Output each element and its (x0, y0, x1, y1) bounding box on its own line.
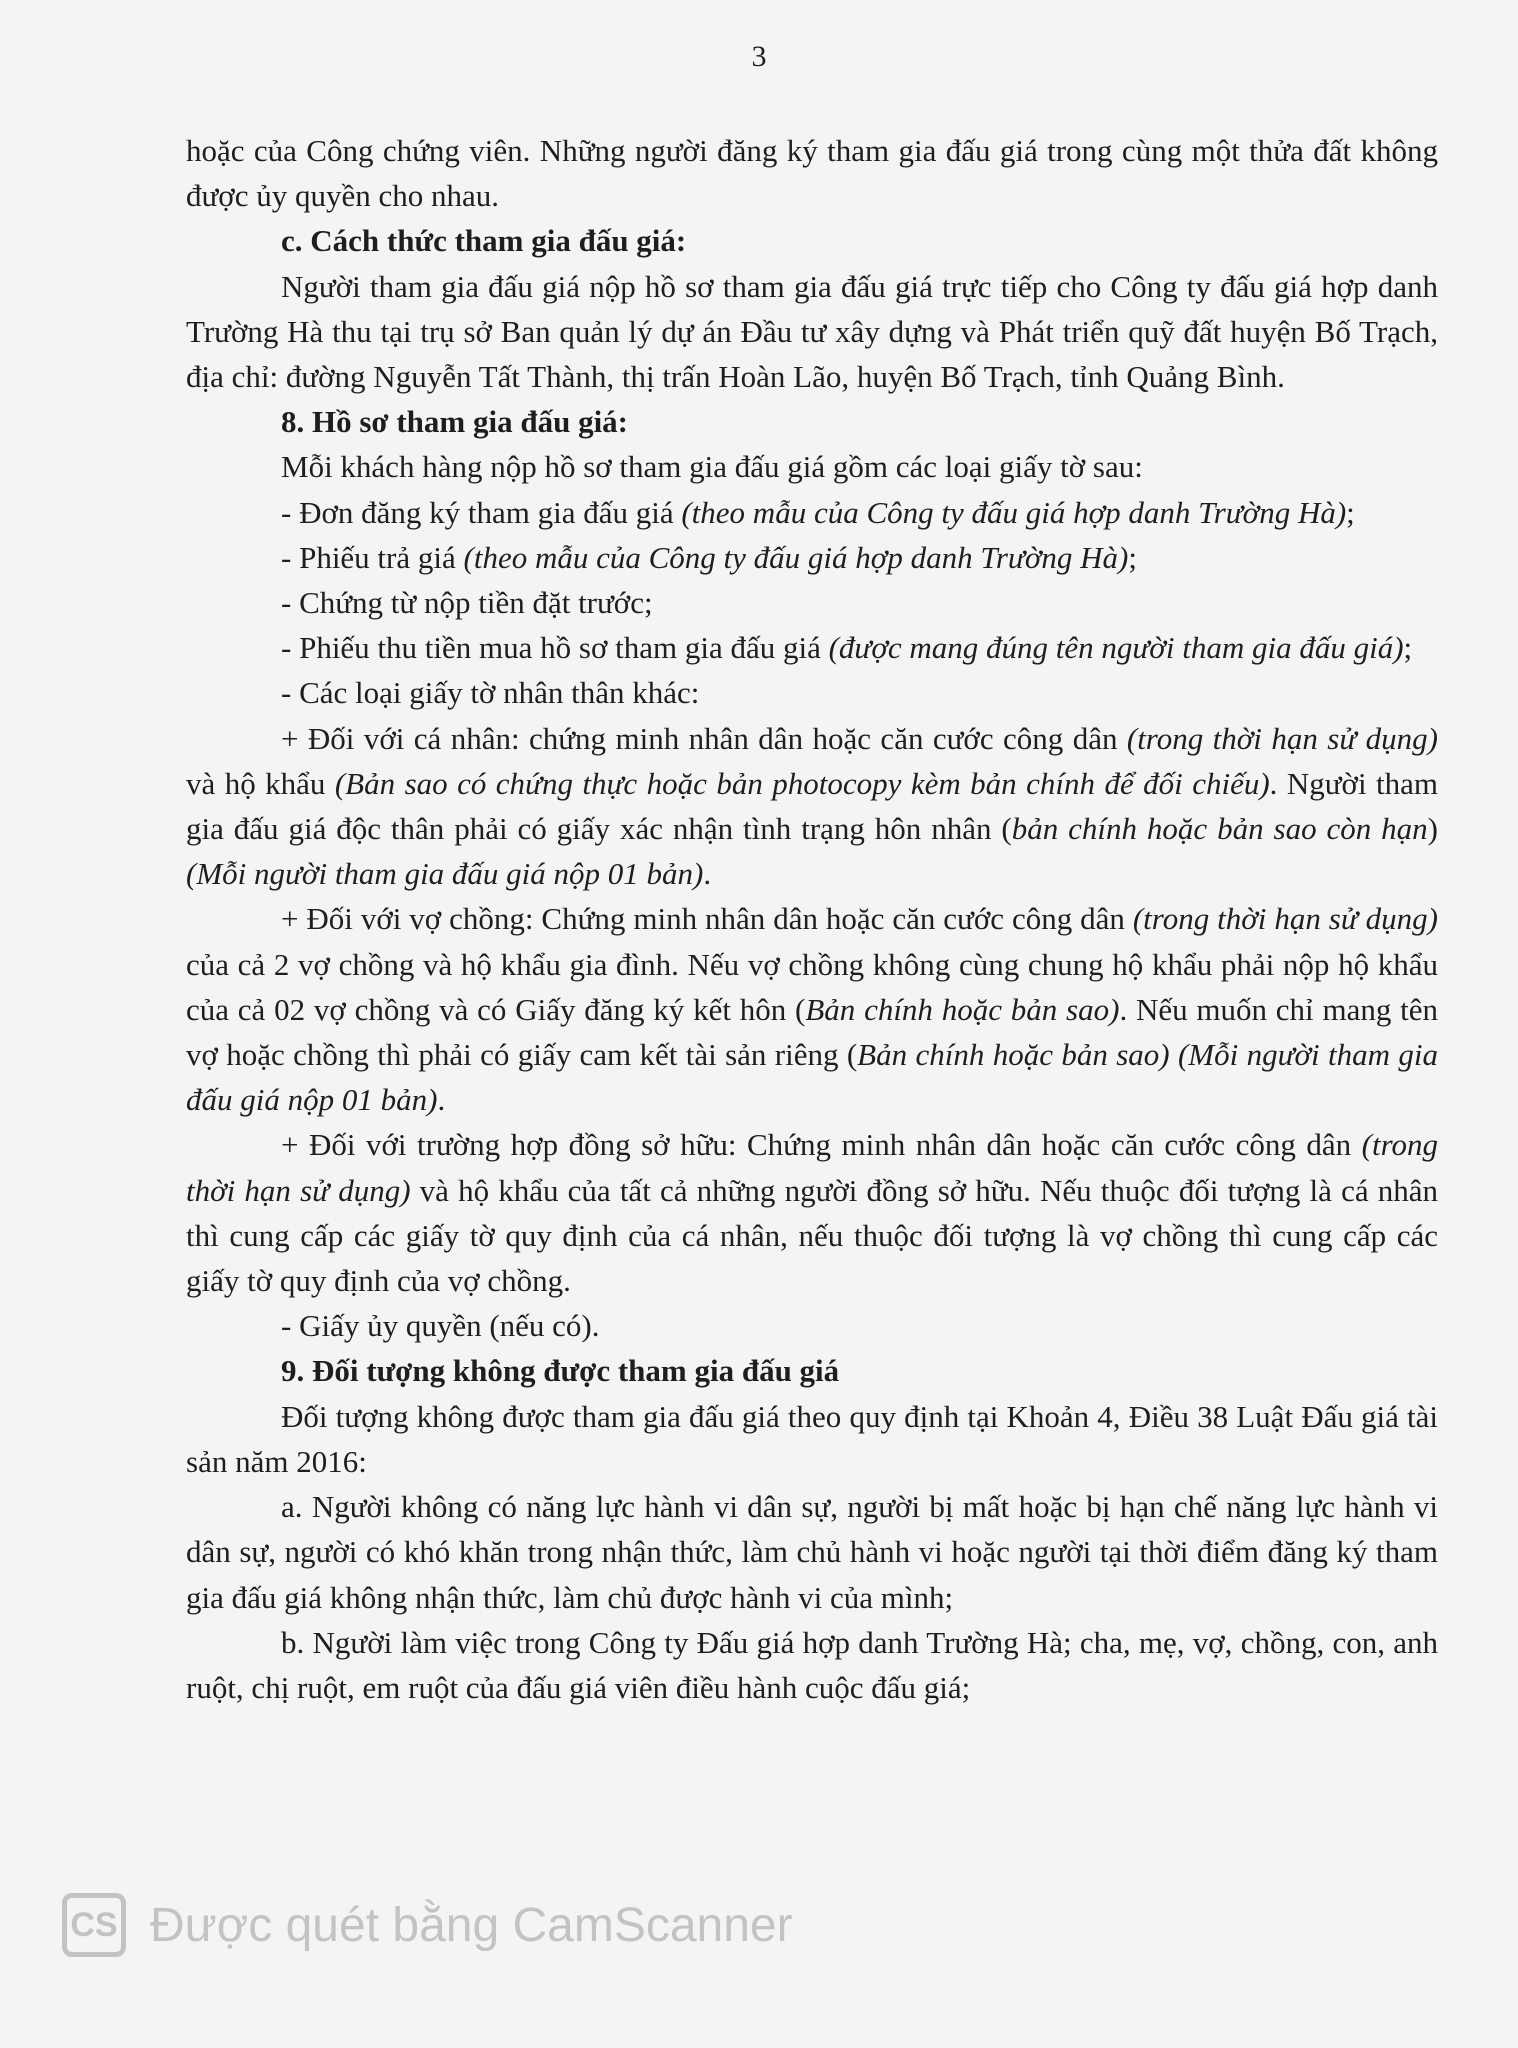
body-text: ; (1128, 539, 1137, 575)
paragraph (186, 1394, 1438, 1484)
body-text: của cả 2 vợ chồng và hộ khẩu gia đình. Nếu vợ chồng không cùng chung hộ khẩu phải nộp hộ khẩu của cả 02 vợ chồng và có Giấy đăng ký kết hôn ( (186, 946, 1438, 1027)
paragraph (186, 625, 1438, 670)
body-text: - Phiếu thu tiền mua hồ sơ tham gia đấu giá (281, 630, 829, 666)
heading-text: c. Cách thức tham gia đấu giá: (281, 223, 687, 259)
italic-text: (Mỗi người tham gia đấu giá nộp 01 bản) (186, 856, 704, 892)
italic-text: (theo mẫu của Công ty đấu giá hợp danh Trường Hà) (681, 494, 1347, 530)
italic-text: bản chính hoặc bản sao còn hạn (1011, 811, 1428, 847)
paragraph (186, 1303, 1438, 1348)
italic-text: (Bản sao có chứng thực hoặc bản photocopy kèm bản chính để đối chiếu) (334, 765, 1270, 801)
italic-text: (trong thời hạn sử dụng) (1132, 901, 1438, 937)
paragraph (186, 1122, 1438, 1303)
body-text: hoặc của Công chứng viên. Những người đăng ký tham gia đấu giá trong cùng một thửa đất không được ủy quyền cho nhau. (186, 133, 1438, 214)
body-text: b. Người làm việc trong Công ty Đấu giá hợp danh Trường Hà; cha, mẹ, vợ, chồng, con, anh ruột, chị ruột, em ruột của đấu giá viên điều hành cuộc đấu giá; (186, 1624, 1438, 1705)
body-text: . Người tham gia đấu giá độc thân phải có giấy xác nhận tình trạng hôn nhân ( (186, 765, 1438, 847)
italic-text: Bản chính hoặc bản sao) (805, 991, 1120, 1027)
body-text: Người tham gia đấu giá nộp hồ sơ tham gia đấu giá trực tiếp cho Công ty đấu giá hợp danh Trường Hà thu tại trụ sở Ban quản lý dự án Đầu tư xây dựng và Phát triển quỹ đất huyện Bố Trạch, địa chỉ: đường Nguyễn Tất Thành, thị trấn Hoàn Lão, huyện Bố Trạch, tỉnh Quảng Bình. (186, 268, 1438, 395)
camscanner-watermark (62, 1890, 793, 1960)
heading-text: 8. Hồ sơ tham gia đấu giá: (281, 404, 629, 440)
page-number: 3 (751, 40, 767, 73)
italic-text: (trong thời hạn sử dụng) (186, 1127, 1438, 1208)
document-body (186, 128, 1438, 1710)
body-text: - Giấy ủy quyền (nếu có). (281, 1308, 600, 1344)
body-text: - Các loại giấy tờ nhân thân khác: (281, 675, 700, 711)
paragraph (186, 444, 1438, 489)
paragraph (186, 1484, 1438, 1620)
body-text: ; (1403, 630, 1413, 666)
camscanner-logo-icon: CS (62, 1893, 126, 1957)
body-text: . (437, 1082, 446, 1118)
body-text: Đối tượng không được tham gia đấu giá theo quy định tại Khoản 4, Điều 38 Luật Đấu giá tài sản năm 2016: (186, 1398, 1438, 1479)
paragraph (186, 716, 1438, 897)
italic-text: Bản chính hoặc bản sao) (857, 1037, 1170, 1073)
body-text: - Chứng từ nộp tiền đặt trước; (281, 585, 653, 621)
italic-text: (Mỗi người tham gia đấu giá nộp 01 bản) (186, 1037, 1439, 1118)
heading-text: 9. Đối tượng không được tham gia đấu giá (281, 1353, 840, 1389)
paragraph (186, 264, 1438, 400)
italic-text: (trong thời hạn sử dụng) (1126, 720, 1438, 756)
paragraph (186, 580, 1438, 625)
body-text: ; (1346, 494, 1355, 530)
paragraph (186, 1620, 1438, 1710)
body-text: + Đối với cá nhân: chứng minh nhân dân hoặc căn cước công dân (281, 720, 1127, 756)
body-text: ) (1427, 811, 1438, 847)
body-text: . (703, 856, 712, 892)
body-text (1170, 1037, 1178, 1072)
body-text: - Đơn đăng ký tham gia đấu giá (281, 494, 682, 530)
body-text: . Nếu muốn chỉ mang tên vợ hoặc chồng thì phải có giấy cam kết tài sản riêng ( (186, 991, 1438, 1073)
paragraph (186, 896, 1438, 1122)
body-text: + Đối với vợ chồng: Chứng minh nhân dân hoặc căn cước công dân (281, 901, 1133, 937)
paragraph (186, 535, 1438, 580)
watermark-text: Được quét bằng CamScanner (150, 1898, 793, 1952)
paragraph (186, 490, 1438, 535)
italic-text: (theo mẫu của Công ty đấu giá hợp danh Trường Hà) (463, 539, 1129, 575)
body-text: và hộ khẩu (186, 765, 335, 801)
paragraph (186, 670, 1438, 715)
paragraph (186, 1348, 1438, 1393)
body-text: a. Người không có năng lực hành vi dân sự, người bị mất hoặc bị hạn chế năng lực hành vi dân sự, người có khó khăn trong nhận thức, làm chủ hành vi hoặc người tại thời điểm đăng ký tham gia đấu giá không nhận thức, làm chủ được hành vi của mình; (186, 1489, 1438, 1615)
paragraph (186, 399, 1438, 444)
body-text: Mỗi khách hàng nộp hồ sơ tham gia đấu giá gồm các loại giấy tờ sau: (281, 449, 1143, 485)
body-text: + Đối với trường hợp đồng sở hữu: Chứng minh nhân dân hoặc căn cước công dân (281, 1127, 1362, 1163)
body-text: và hộ khẩu của tất cả những người đồng sở hữu. Nếu thuộc đối tượng là cá nhân thì cung cấp các giấy tờ quy định của cá nhân, nếu thuộc đối tượng là vợ chồng thì cung cấp các giấy tờ quy định của vợ chồng. (186, 1172, 1438, 1299)
paragraph (186, 128, 1438, 218)
body-text: - Phiếu trả giá (281, 539, 464, 575)
italic-text: (được mang đúng tên người tham gia đấu giá) (828, 630, 1404, 666)
paragraph (186, 218, 1438, 263)
